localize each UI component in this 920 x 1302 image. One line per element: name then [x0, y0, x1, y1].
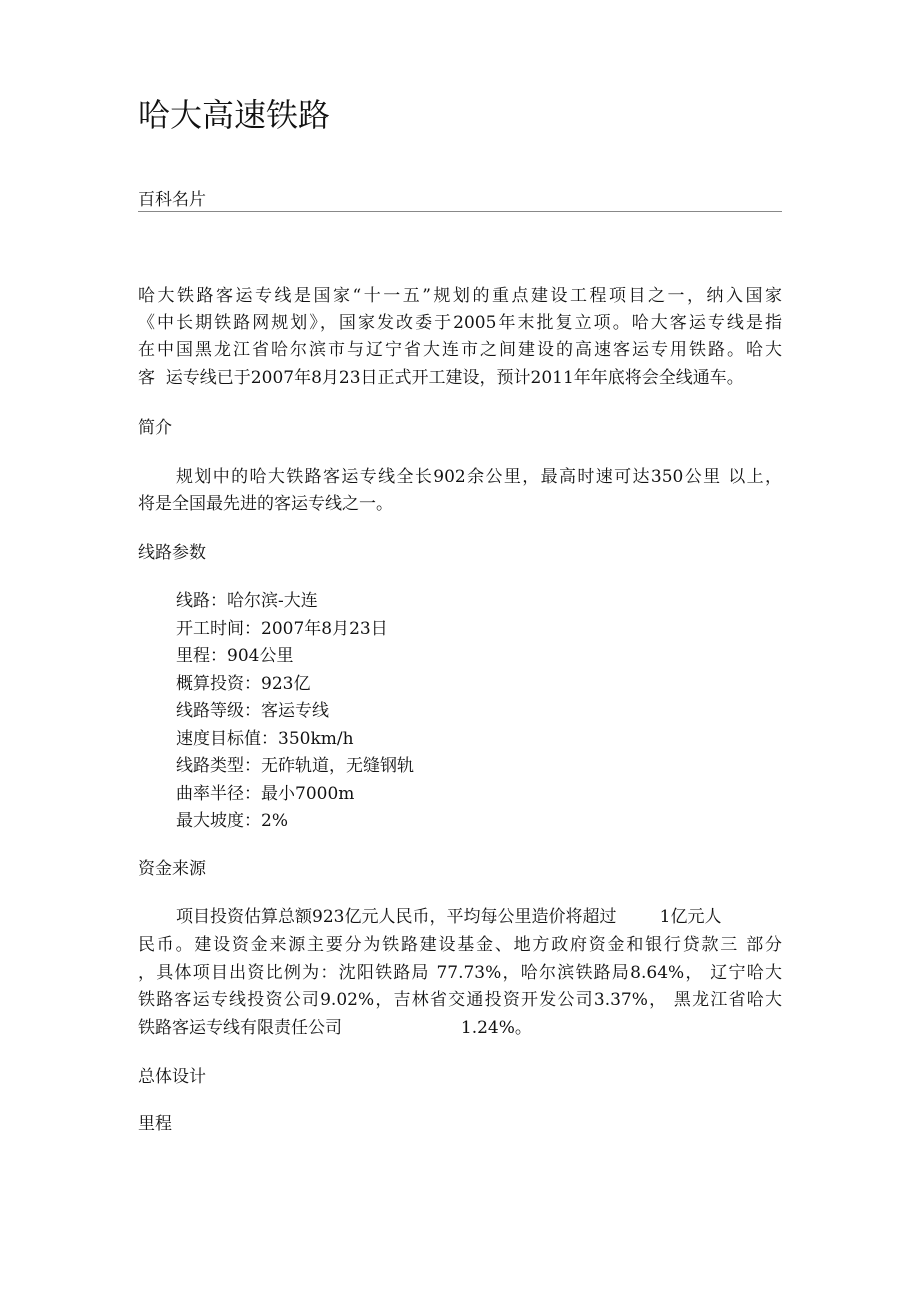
section-heading-funding: 资金来源: [138, 859, 206, 879]
param-item: 线路等级：客运专线: [176, 701, 329, 721]
divider: [138, 211, 782, 212]
section-heading-params: 线路参数: [138, 543, 206, 563]
summary-line: 将是全国最先进的客运专线之一。: [138, 494, 393, 514]
intro-line: 客 运专线已于2007年8月23日正式开工建设，预计2011年年底将会全线通车。: [138, 368, 744, 388]
page-title: 哈大高速铁路: [138, 96, 331, 134]
param-item: 速度目标值：350km/h: [176, 729, 354, 749]
funding-line: ，具体项目出资比例为：沈阳铁路局 77.73%，哈尔滨铁路局8.64%， 辽宁哈大: [138, 963, 782, 983]
param-item: 概算投资：923亿: [176, 674, 311, 694]
intro-line: 在中国黑龙江省哈尔滨市与辽宁省大连市之间建设的高速客运专用铁路。哈大: [138, 340, 782, 360]
intro-line: 《中长期铁路网规划》，国家发改委于2005年末批复立项。哈大客运专线是指: [138, 313, 782, 333]
param-item: 线路：哈尔滨-大连: [176, 591, 318, 611]
funding-line: 项目投资估算总额923亿元人民币，平均每公里造价将超过 1亿元人: [176, 907, 722, 927]
funding-line: 铁路客运专线有限责任公司 1.24%。: [138, 1018, 532, 1038]
funding-line: 铁路客运专线投资公司9.02%，吉林省交通投资开发公司3.37%， 黑龙江省哈大: [138, 990, 782, 1010]
param-item: 线路类型：无砟轨道，无缝钢轨: [176, 756, 414, 776]
section-heading-design: 总体设计: [138, 1067, 206, 1087]
intro-line: 哈大铁路客运专线是国家“十一五”规划的重点建设工程项目之一，纳入国家: [138, 286, 782, 306]
param-item: 最大坡度：2%: [176, 811, 288, 831]
card-label: 百科名片: [138, 190, 206, 210]
param-item: 开工时间：2007年8月23日: [176, 619, 388, 639]
section-heading-mileage: 里程: [138, 1114, 172, 1134]
param-item: 里程：904公里: [176, 646, 294, 666]
param-item: 曲率半径：最小7000m: [176, 784, 355, 804]
section-heading-summary: 简介: [138, 418, 172, 438]
funding-line: 民币。建设资金来源主要分为铁路建设基金、地方政府资金和银行贷款三 部分: [138, 935, 782, 955]
summary-line: 规划中的哈大铁路客运专线全长902余公里，最高时速可达350公里 以上，: [176, 467, 782, 487]
